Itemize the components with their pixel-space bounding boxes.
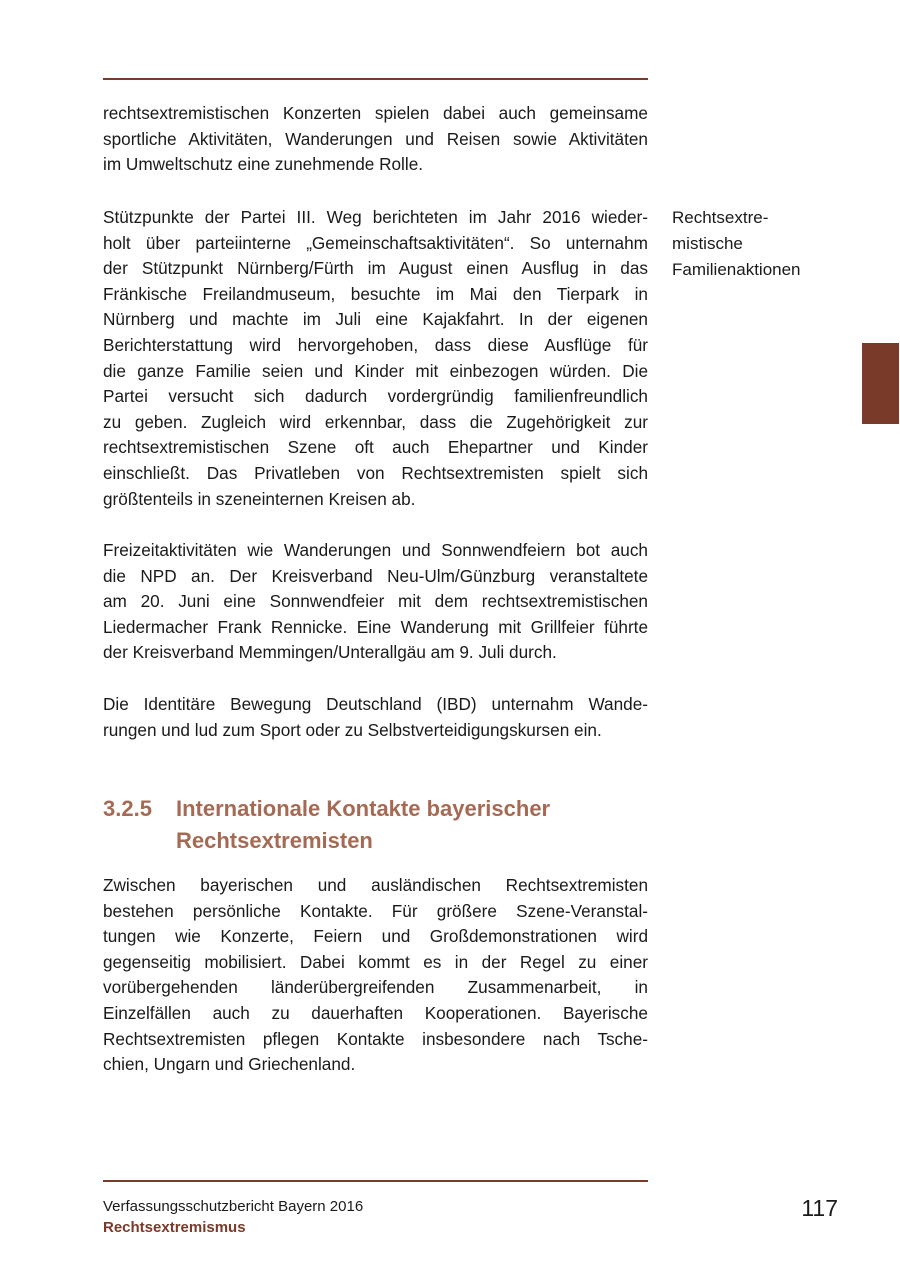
text-line: rechtsextremistischen Szene oft auch Ehepartner und Kinder bbox=[103, 437, 648, 458]
text-line: rechtsextremistischen Konzerten spielen dabei auch gemeinsame bbox=[103, 103, 648, 123]
text-line: chien, Ungarn und Griechenland. bbox=[103, 1054, 356, 1075]
text-line: größtenteils in szeneinternen Kreisen ab. bbox=[103, 488, 416, 509]
footer-section: Rechtsextremismus bbox=[103, 1219, 246, 1236]
text-line: rungen und lud zum Sport oder zu Selbstverteidigungskursen ein. bbox=[103, 719, 602, 740]
text-line: die ganze Familie seien und Kinder mit einbezogen würden. Die bbox=[103, 360, 648, 381]
paragraph-1 bbox=[103, 101, 648, 178]
paragraph-5 bbox=[103, 873, 648, 1078]
text-line: bestehen persönliche Kontakte. Für größere Szene-Veranstal- bbox=[103, 900, 648, 921]
text-line: holt über parteiinterne „Gemeinschaftsaktivitäten“. So unternahm bbox=[103, 232, 648, 253]
section-title-line: Rechtsextremisten bbox=[176, 828, 373, 853]
section-number: 3.2.5 bbox=[103, 796, 152, 821]
text-line: Zwischen bayerischen und ausländischen Rechtsextremisten bbox=[103, 875, 648, 895]
section-title bbox=[176, 793, 646, 857]
paragraph-4 bbox=[103, 692, 648, 743]
text-line: Liedermacher Frank Rennicke. Eine Wanderung mit Grillfeier führte bbox=[103, 616, 648, 637]
text-line: Rechtsextremisten pflegen Kontakte insbesondere nach Tsche- bbox=[103, 1028, 648, 1049]
text-line: Freizeitaktivitäten wie Wanderungen und Sonnwendfeiern bot auch bbox=[103, 540, 648, 560]
margin-note bbox=[672, 205, 872, 283]
paragraph-3 bbox=[103, 538, 648, 666]
text-line: der Kreisverband Memmingen/Unterallgäu am 9. Juli durch. bbox=[103, 642, 557, 663]
text-line: die NPD an. Der Kreisverband Neu-Ulm/Günzburg veranstaltete bbox=[103, 565, 648, 586]
section-title-line: Internationale Kontakte bayerischer bbox=[176, 796, 551, 821]
chapter-side-tab bbox=[862, 343, 899, 424]
text-line: zu geben. Zugleich wird erkennbar, dass die Zugehörigkeit zur bbox=[103, 411, 648, 432]
text-line: Partei versucht sich dadurch vordergründig familienfreundlich bbox=[103, 386, 648, 407]
text-line: Fränkische Freilandmuseum, besuchte im Mai den Tierpark in bbox=[103, 283, 648, 304]
text-line: am 20. Juni eine Sonnwendfeier mit dem rechtsextremistischen bbox=[103, 591, 648, 612]
footer bbox=[103, 1196, 363, 1238]
margin-note-line: mistische bbox=[672, 234, 743, 253]
page-number: 117 bbox=[801, 1195, 838, 1221]
footer-publication: Verfassungsschutzbericht Bayern 2016 bbox=[103, 1198, 364, 1215]
text-line: Stützpunkte der Partei III. Weg berichteten im Jahr 2016 wieder- bbox=[103, 207, 648, 227]
header-rule bbox=[103, 78, 648, 80]
text-line: Einzelfällen auch zu dauerhaften Kooperationen. Bayerische bbox=[103, 1002, 648, 1023]
paragraph-2 bbox=[103, 205, 648, 512]
text-line: im Umweltschutz eine zunehmende Rolle. bbox=[103, 154, 424, 175]
text-line: sportliche Aktivitäten, Wanderungen und Reisen sowie Aktivitäten bbox=[103, 128, 648, 149]
text-line: Berichterstattung wird hervorgehoben, dass diese Ausflüge für bbox=[103, 334, 648, 355]
text-line: Nürnberg und machte im Juli eine Kajakfahrt. In der eigenen bbox=[103, 309, 648, 330]
margin-note-line: Rechtsextre- bbox=[672, 208, 769, 227]
text-line: einschließt. Das Privatleben von Rechtsextremisten spielt sich bbox=[103, 462, 648, 483]
text-line: der Stützpunkt Nürnberg/Fürth im August einen Ausflug in das bbox=[103, 258, 648, 279]
text-line: tungen wie Konzerte, Feiern und Großdemonstrationen wird bbox=[103, 926, 648, 947]
footer-rule bbox=[103, 1180, 648, 1182]
text-line: Die Identitäre Bewegung Deutschland (IBD) unternahm Wande- bbox=[103, 694, 648, 714]
margin-note-line: Familienaktionen bbox=[672, 260, 801, 279]
text-line: gegenseitig mobilisiert. Dabei kommt es in der Regel zu einer bbox=[103, 951, 648, 972]
text-line: vorübergehenden länderübergreifenden Zusammenarbeit, in bbox=[103, 977, 648, 998]
